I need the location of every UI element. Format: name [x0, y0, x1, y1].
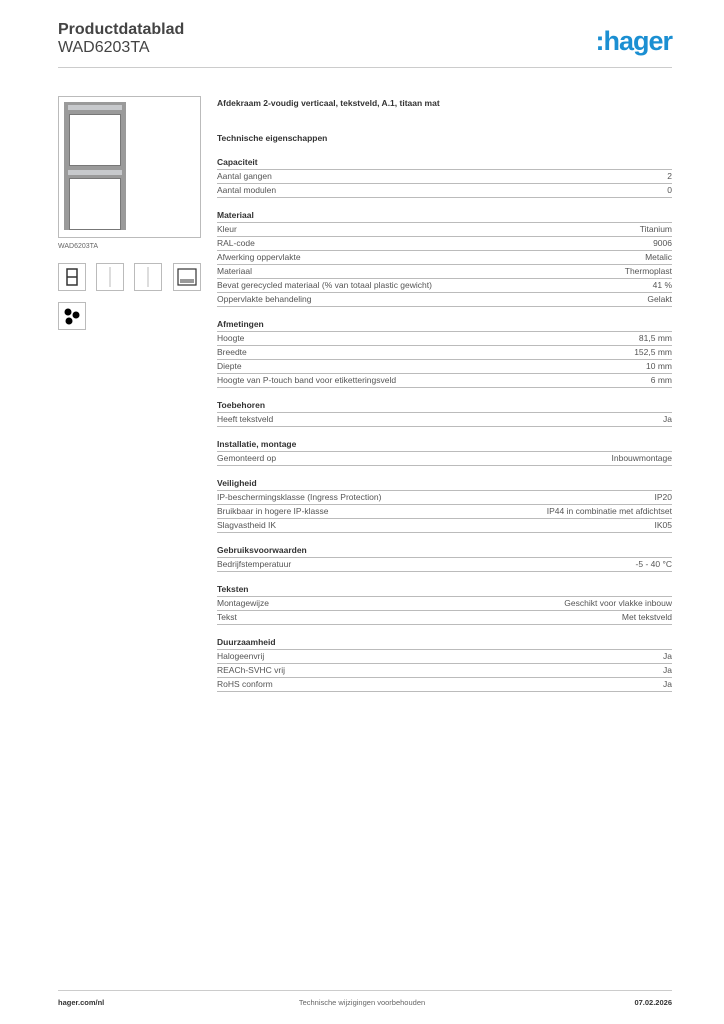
spec-section [217, 544, 672, 572]
spec-value: Ja [663, 651, 672, 661]
line-icon [134, 263, 162, 291]
single-frame-vertical-icon [58, 263, 86, 291]
spec-row [217, 491, 672, 505]
spec-value: 81,5 mm [638, 333, 672, 343]
spec-section [217, 438, 672, 466]
spec-section [217, 636, 672, 692]
spec-label: Oppervlakte behandeling [217, 294, 312, 304]
spec-value: 152,5 mm [634, 347, 672, 357]
section-title: Afmetingen [217, 318, 672, 332]
spec-row [217, 452, 672, 466]
splash-protection-icon [58, 302, 86, 330]
spec-label: Aantal modulen [217, 185, 277, 195]
footer-divider [58, 990, 672, 991]
header-divider [58, 67, 672, 68]
spec-row [217, 293, 672, 307]
spec-value: -5 - 40 °C [635, 559, 672, 569]
spec-row [217, 279, 672, 293]
section-title: Installatie, montage [217, 438, 672, 452]
spec-section [217, 583, 672, 625]
spec-value: 0 [667, 185, 672, 195]
spec-label: Montagewijze [217, 598, 269, 608]
spec-value: IP44 in combinatie met afdichtset [546, 506, 672, 516]
product-code: WAD6203TA [58, 39, 150, 56]
spec-value: IK05 [654, 520, 672, 530]
spec-row [217, 664, 672, 678]
spec-row [217, 251, 672, 265]
spec-section [217, 156, 672, 198]
specifications [217, 96, 672, 692]
label-field-icon [173, 263, 201, 291]
spec-label: REACh-SVHC vrij [217, 665, 286, 675]
spec-label: Materiaal [217, 266, 252, 276]
spec-row [217, 184, 672, 198]
product-image [58, 96, 201, 238]
spec-row [217, 223, 672, 237]
spec-label: Aantal gangen [217, 171, 272, 181]
line-icon [96, 263, 124, 291]
spec-value: 41 % [652, 280, 672, 290]
footer-disclaimer: Technische wijzigingen voorbehouden [298, 998, 426, 1007]
spec-section [217, 477, 672, 533]
spec-value: 10 mm [646, 361, 672, 371]
spec-label: IP-beschermingsklasse (Ingress Protection) [217, 492, 382, 502]
footer-date: 07.02.2026 [634, 998, 672, 1007]
spec-value: 6 mm [650, 375, 672, 385]
spec-value: Geschikt voor vlakke inbouw [564, 598, 672, 608]
spec-value: Ja [663, 414, 672, 424]
spec-section [217, 399, 672, 427]
spec-value: Ja [663, 679, 672, 689]
spec-row [217, 413, 672, 427]
footer-website[interactable]: hager.com/nl [58, 998, 105, 1007]
spec-label: Tekst [217, 612, 237, 622]
spec-row [217, 170, 672, 184]
spec-value: Titanium [639, 224, 672, 234]
spec-value: Ja [663, 665, 672, 675]
spec-label: Bedrijfstemperatuur [217, 559, 292, 569]
spec-row [217, 505, 672, 519]
spec-label: Afwerking oppervlakte [217, 252, 301, 262]
spec-label: Bevat gerecycled materiaal (% van totaal plastic gewicht) [217, 280, 432, 290]
section-title: Capaciteit [217, 156, 672, 170]
spec-label: Hoogte [217, 333, 245, 343]
spec-label: Breedte [217, 347, 247, 357]
spec-row [217, 558, 672, 572]
image-caption: WAD6203TA [58, 243, 99, 250]
spec-row [217, 237, 672, 251]
spec-row [217, 611, 672, 625]
spec-row [217, 597, 672, 611]
spec-label: Slagvastheid IK [217, 520, 277, 530]
spec-label: Gemonteerd op [217, 453, 277, 463]
spec-value: Gelakt [647, 294, 672, 304]
product-description: Afdekraam 2-voudig verticaal, tekstveld, A.1, titaan mat [217, 98, 440, 108]
spec-label: RoHS conform [217, 679, 273, 689]
spec-value: Inbouwmontage [611, 453, 672, 463]
spec-value: Metalic [645, 252, 672, 262]
spec-row [217, 519, 672, 533]
section-title: Duurzaamheid [217, 636, 672, 650]
spec-label: Bruikbaar in hogere IP-klasse [217, 506, 329, 516]
spec-value: 2 [667, 171, 672, 181]
spec-row [217, 650, 672, 664]
spec-label: Hoogte van P-touch band voor etiketteringsveld [217, 375, 397, 385]
spec-row [217, 265, 672, 279]
spec-label: Kleur [217, 224, 237, 234]
hager-logo: :hager [595, 26, 672, 56]
spec-label: Halogeenvrij [217, 651, 265, 661]
spec-row [217, 374, 672, 388]
spec-row [217, 332, 672, 346]
spec-value: IP20 [654, 492, 672, 502]
section-title: Gebruiksvoorwaarden [217, 544, 672, 558]
section-title: Teksten [217, 583, 672, 597]
spec-section [217, 318, 672, 388]
spec-label: Diepte [217, 361, 242, 371]
spec-section [217, 209, 672, 307]
spec-row [217, 678, 672, 692]
spec-value: Met tekstveld [621, 612, 672, 622]
spec-row [217, 346, 672, 360]
page-title: Productdatablad [58, 21, 185, 38]
spec-label: RAL-code [217, 238, 255, 248]
technical-properties-heading: Technische eigenschappen [217, 133, 328, 143]
spec-row [217, 360, 672, 374]
section-title: Toebehoren [217, 399, 672, 413]
spec-value: 9006 [653, 238, 672, 248]
section-title: Materiaal [217, 209, 672, 223]
spec-label: Heeft tekstveld [217, 414, 274, 424]
spec-value: Thermoplast [624, 266, 672, 276]
section-title: Veiligheid [217, 477, 672, 491]
